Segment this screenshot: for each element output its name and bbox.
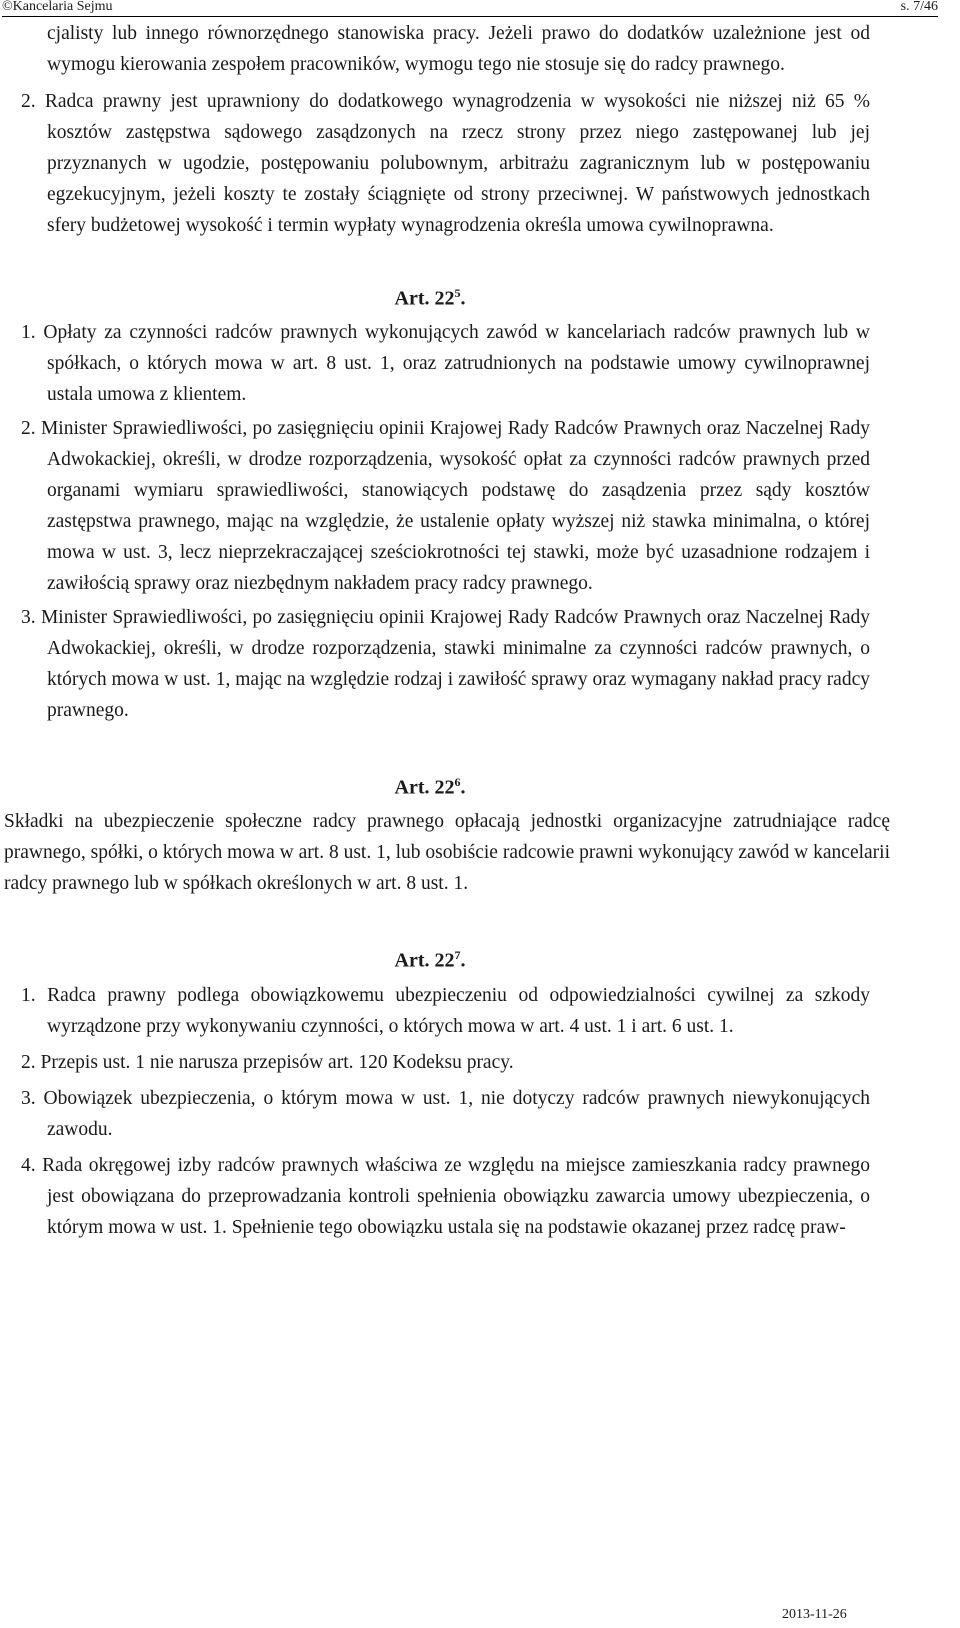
article-22-7-par-2: 2. Przepis ust. 1 nie narusza przepisów art. 120 Kodeksu pracy. — [21, 1051, 514, 1073]
paragraph-continuation: cjalisty lub innego równorzędnego stanowiska pracy. Jeżeli prawo do dodatków uzależnione jest od wymogu kierowania zespołem pracowników, wymogu tego nie stosuje się do radcy prawnego. — [47, 23, 870, 75]
article-22-7-par-4: 4. Rada okręgowej izby radców prawnych właściwa ze względu na miejsce zamieszkania radcy prawnego jest obowiązana do przeprowadzania kontroli spełnienia obowiązku zawarcia umowy ubezpieczenia, o którym mowa w ust. 1. Spełnienie tego obowiązku ustala się na podstawie okazanej przez radcę praw- — [21, 1154, 870, 1238]
article-22-5-par-1: 1. Opłaty za czynności radców prawnych wykonujących zawód w kancelariach radców prawnych lub w spółkach, o których mowa w art. 8 ust. 1, oraz zatrudnionych na podstawie umowy cywilnoprawnej ustala umowa z klientem. — [21, 321, 870, 405]
article-heading-22-6: Art. $22^6$. — [394, 774, 466, 799]
article-22-7-par-1: 1. Radca prawny podlega obowiązkowemu ubezpieczeniu od odpowiedzialności cywilnej za szkody wyrządzone przy wykonywaniu czynności, o których mowa w art. 4 ust. 1 i art. 6 ust. 1. — [21, 984, 870, 1037]
document-body — [0, 18, 960, 1243]
article-22-5-par-3: 3. Minister Sprawiedliwości, po zasięgnięciu opinii Krajowej Rady Radców Prawnych oraz Naczelnej Rady Adwokackiej, określi, w drodze rozporządzenia, stawki minimalne za czynności radców prawnych, o których mowa w ust. 1, mając na względzie rodzaj i zawiłość sprawy oraz wymagany nakład pracy radcy prawnego. — [21, 606, 870, 721]
article-22-5-par-2: 2. Minister Sprawiedliwości, po zasięgnięciu opinii Krajowej Rady Radców Prawnych oraz Naczelnej Rady Adwokackiej, określi, w drodze rozporządzenia, wysokość opłat za czynności radców prawnych przed organami wymiaru sprawiedliwości, stanowiących podstawę do zasądzenia przez sądy kosztów zastępstwa prawnego, mając na względzie, że ustalenie opłaty wyższej niż stawka minimalna, o której mowa w ust. 3, lecz nieprzekraczającej sześciokrotności tej stawki, może być uzasadnione rodzajem i zawiłością sprawy oraz niezbędnym nakładem pracy radcy prawnego. — [21, 417, 870, 594]
paragraph-2: 2. Radca prawny jest uprawniony do dodatkowego wynagrodzenia w wysokości nie niższej niż 65 % kosztów zastępstwa sądowego zasądzonych na rzecz strony przez niego zastępowanej lub jej przyznanych w ugodzie, postępowaniu polubownym, arbitrażu zagranicznym lub w postępowaniu egzekucyjnym, jeżeli koszty te zostały ściągnięte od strony przeciwnej. W państwowych jednostkach sfery budżetowej wysokość i termin wypłaty wynagrodzenia określa umowa cywilnoprawna. — [21, 91, 870, 236]
article-22-7-par-3: 3. Obowiązek ubezpieczenia, o którym mowa w ust. 1, nie dotyczy radców prawnych niewykonujących zawodu. — [21, 1087, 870, 1140]
page-number: s. 7/46 — [900, 0, 938, 14]
publisher-label: ©Kancelaria Sejmu — [2, 0, 113, 14]
article-heading-22-5: Art. $22^5$. — [394, 286, 466, 310]
document-date: 2013-11-26 — [782, 1607, 847, 1622]
article-22-6-text: Składki na ubezpieczenie społeczne radcy prawnego opłacają jednostki organizacyjne zatrudniające radcę prawnego, spółki, o których mowa w art. 8 ust. 1, lub osobiście radcowie prawni wykonujący zawód w kancelarii radcy prawnego lub w spółkach określonych w art. 8 ust. 1. — [4, 811, 890, 895]
article-heading-22-7: Art. $22^7$. — [394, 948, 466, 972]
page-header — [2, 0, 938, 17]
